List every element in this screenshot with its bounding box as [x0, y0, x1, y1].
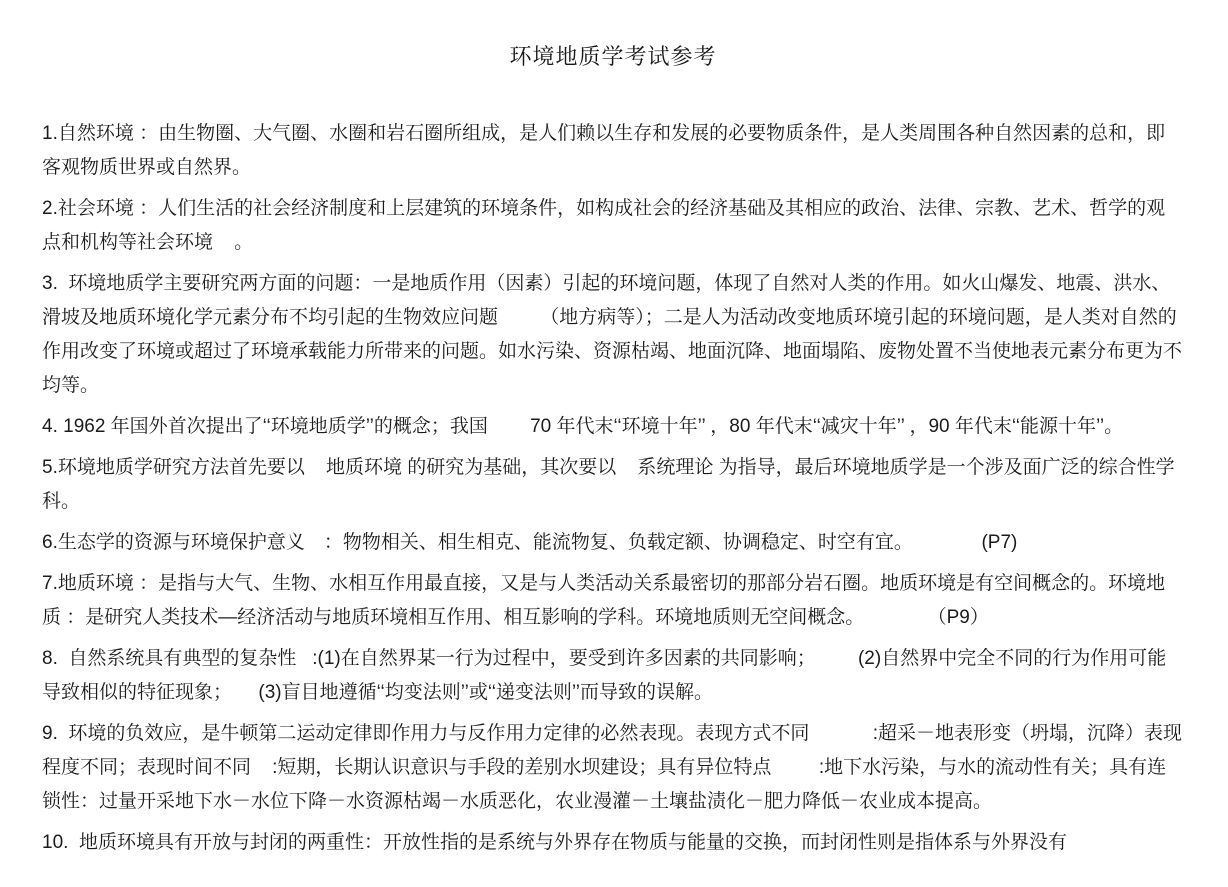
paragraph-natural-system-complexity: 8. 自然系统具有典型的复杂性 :(1)在自然界某一行为过程中，要受到许多因素的共同影响； (2)自然界中完全不同的行为作用可能导致相似的特征现象； (3)盲目地遵循‘‘均变法则’’或‘‘递变法则’’而导致的误解。	[42, 648, 1167, 703]
paragraph-research-methods: 5.环境地质学研究方法首先要以 地质环境 的研究为基础，其次要以 系统理论 为指导，最后环境地质学是一个涉及面广泛的综合性学科。	[42, 457, 1175, 512]
paragraph-open-closed-duality: 10. 地质环境具有开放与封闭的两重性：开放性指的是系统与外界存在物质与能量的交换，而封闭性则是指体系与外界没有	[42, 832, 1067, 853]
paragraph-natural-environment: 1.自然环境 ：由生物圈、大气圈、水圈和岩石圈所组成，是人们赖以生存和发展的必要物质条件，是人类周围各种自然因素的总和，即客观物质世界或自然界。	[42, 123, 1166, 178]
paragraph-env-geology-research-problems: 3. 环境地质学主要研究两方面的问题：一是地质作用（因素）引起的环境问题，体现了自然对人类的作用。如火山爆发、地震、洪水、滑坡及地质环境化学元素分布不均引起的生物效应问题 （地方病等）；二是人为活动改变地质环境引起的环境问题，是人类对自然的作用改变了环境或超过了环境承载能力所带来的问题。如水污染、资源枯竭、地面沉降、地面塌陷、废物处置不当使地表元素分布更为不均等。	[42, 273, 1183, 396]
page-title: 环境地质学考试参考	[509, 44, 717, 69]
paragraph-social-environment: 2.社会环境 ：人们生活的社会经济制度和上层建筑的环境条件，如构成社会的经济基础及其相应的政治、法律、宗教、艺术、哲学的观点和机构等社会环境 。	[42, 198, 1166, 253]
paragraph-ecology-protection-significance: 6.生态学的资源与环境保护意义 ：物物相关、相生相克、能流物复、负载定额、协调稳定、时空有宜。 (P7)	[42, 532, 1018, 553]
paragraph-history-1962: 4. 1962 年国外首次提出了‘‘环境地质学’’的概念；我国 70 年代末‘‘环境十年’’ ，80 年代末‘‘减灾十年’’ ，90 年代末‘‘能源十年’’。	[42, 416, 1124, 437]
paragraph-negative-environmental-effects: 9. 环境的负效应，是牛顿第二运动定律即作用力与反作用力定律的必然表现。表现方式不同 :超采－地表形变（坍塌，沉降）表现程度不同；表现时间不同 :短期，长期认识意识与手段的差别水坝建设；具有异位特点 :地下水污染，与水的流动性有关；具有连锁性：过量开采地下水－水位下降－水资源枯竭－水质恶化，农业漫灌－土壤盐渍化－肥力降低－农业成本提高。	[42, 723, 1183, 812]
paragraph-geological-environment-definition: 7.地质环境 ：是指与大气、生物、水相互作用最直接，又是与人类活动关系最密切的那部分岩石圈。地质环境是有空间概念的。环境地质 ：是研究人类技术—经济活动与地质环境相互作用、相互影响的学科。环境地质则无空间概念。 （P9）	[42, 573, 1166, 628]
